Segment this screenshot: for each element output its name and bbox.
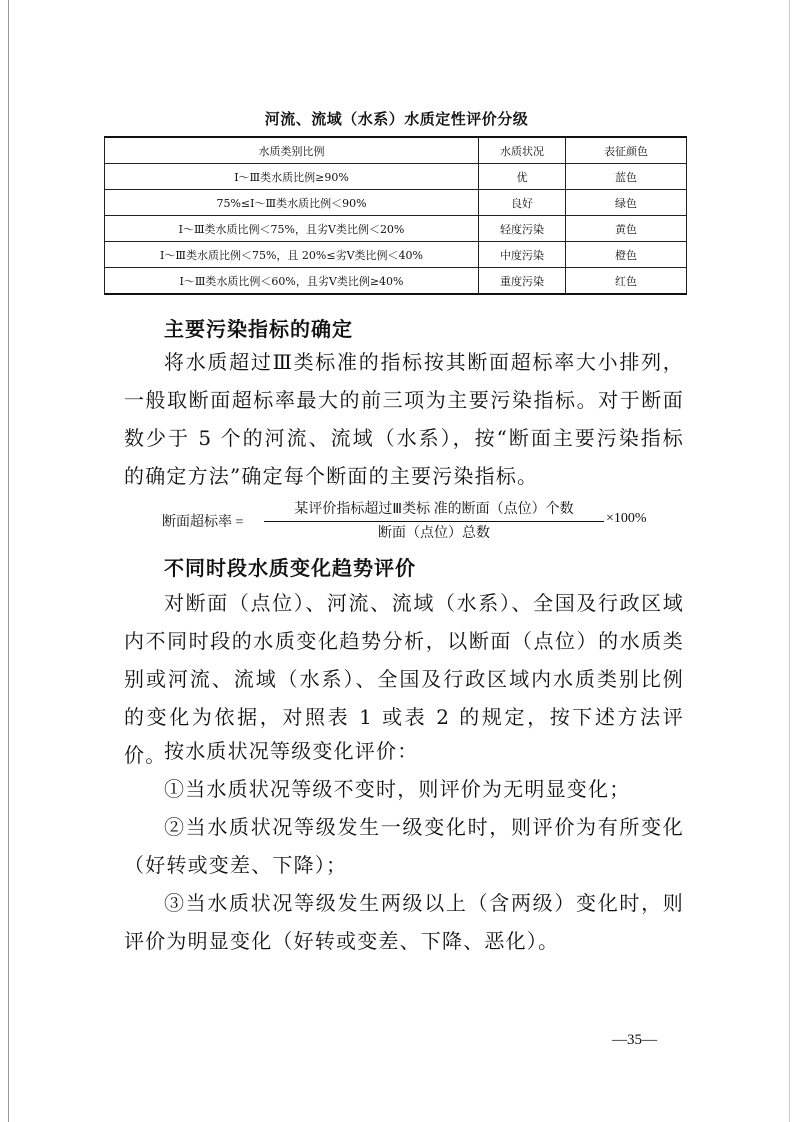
cell-ratio: 75%≤Ⅰ～Ⅲ类水质比例＜90%: [105, 190, 479, 216]
cell-ratio: Ⅰ～Ⅲ类水质比例＜75%，且 20%≤劣Ⅴ类比例＜40%: [105, 242, 479, 268]
cell-ratio: Ⅰ～Ⅲ类水质比例≥90%: [105, 164, 479, 190]
table-row: [105, 164, 687, 190]
page-border-right: [789, 0, 790, 1122]
formula-lhs: 断面超标率 =: [162, 515, 244, 530]
cell-ratio: Ⅰ～Ⅲ类水质比例＜75%，且劣Ⅴ类比例＜20%: [105, 216, 479, 242]
section-heading-main-pollutants: 主要污染指标的确定: [164, 317, 353, 341]
page-number: —35—: [612, 1032, 657, 1048]
table-row: [105, 242, 687, 268]
page-border-left: [8, 0, 9, 1122]
header-water-status: 水质状况: [479, 137, 566, 164]
table-row: [105, 268, 687, 295]
cell-color: 黄色: [566, 216, 687, 242]
water-quality-grade-table: [104, 136, 687, 295]
rule-item-1: ①当水质状况等级不变时，则评价为无明显变化；: [164, 777, 631, 801]
header-category-ratio: 水质类别比例: [105, 137, 479, 164]
formula-numerator: 某评价指标超过Ⅲ类标 准的断面（点位）个数: [294, 502, 574, 517]
method-intro: 按水质状况等级变化评价：: [164, 739, 419, 763]
cell-status: 优: [479, 164, 566, 190]
paragraph-trend-evaluation: 对断面（点位）、河流、流域（水系）、全国及行政区域内不同时段的水质变化趋势分析，以断面（点位）的水质类别或河流、流域（水系）、全国及行政区域内水质类别比例的变化为依据，对照表 1 或表 2 的规定，按下述方法评价。: [124, 591, 684, 767]
formula-multiplier: ×100%: [606, 511, 647, 526]
header-color: 表征颜色: [566, 137, 687, 164]
table-header-row: [105, 137, 687, 164]
cell-ratio: Ⅰ～Ⅲ类水质比例＜60%，且劣Ⅴ类比例≥40%: [105, 268, 479, 295]
rule-item-3: ③当水质状况等级发生两级以上（含两级）变化时，则评价为明显变化（好转或变差、下降、恶化）。: [124, 891, 684, 953]
fraction-bar: [264, 521, 604, 522]
cell-status: 重度污染: [479, 268, 566, 295]
paragraph-main-pollutants: 将水质超过Ⅲ类标准的指标按其断面超标率大小排列，一般取断面超标率最大的前三项为主要污染指标。对于断面数少于 5 个的河流、流域（水系），按“断面主要污染指标的确定方法”确定每个断面的主要污染指标。: [124, 350, 684, 488]
cell-status: 良好: [479, 190, 566, 216]
table-row: [105, 216, 687, 242]
cell-color: 红色: [566, 268, 687, 295]
table-title: 河流、流域（水系）水质定性评价分级: [264, 110, 529, 128]
cell-color: 绿色: [566, 190, 687, 216]
cell-status: 中度污染: [479, 242, 566, 268]
cell-color: 蓝色: [566, 164, 687, 190]
cell-color: 橙色: [566, 242, 687, 268]
cell-status: 轻度污染: [479, 216, 566, 242]
section-heading-trend-evaluation: 不同时段水质变化趋势评价: [164, 556, 416, 580]
table-row: [105, 190, 687, 216]
formula-fraction: [264, 500, 604, 544]
rule-item-2: ②当水质状况等级发生一级变化时，则评价为有所变化（好转或变差、下降）；: [124, 815, 684, 877]
formula-denominator: 断面（点位）总数: [378, 526, 490, 541]
